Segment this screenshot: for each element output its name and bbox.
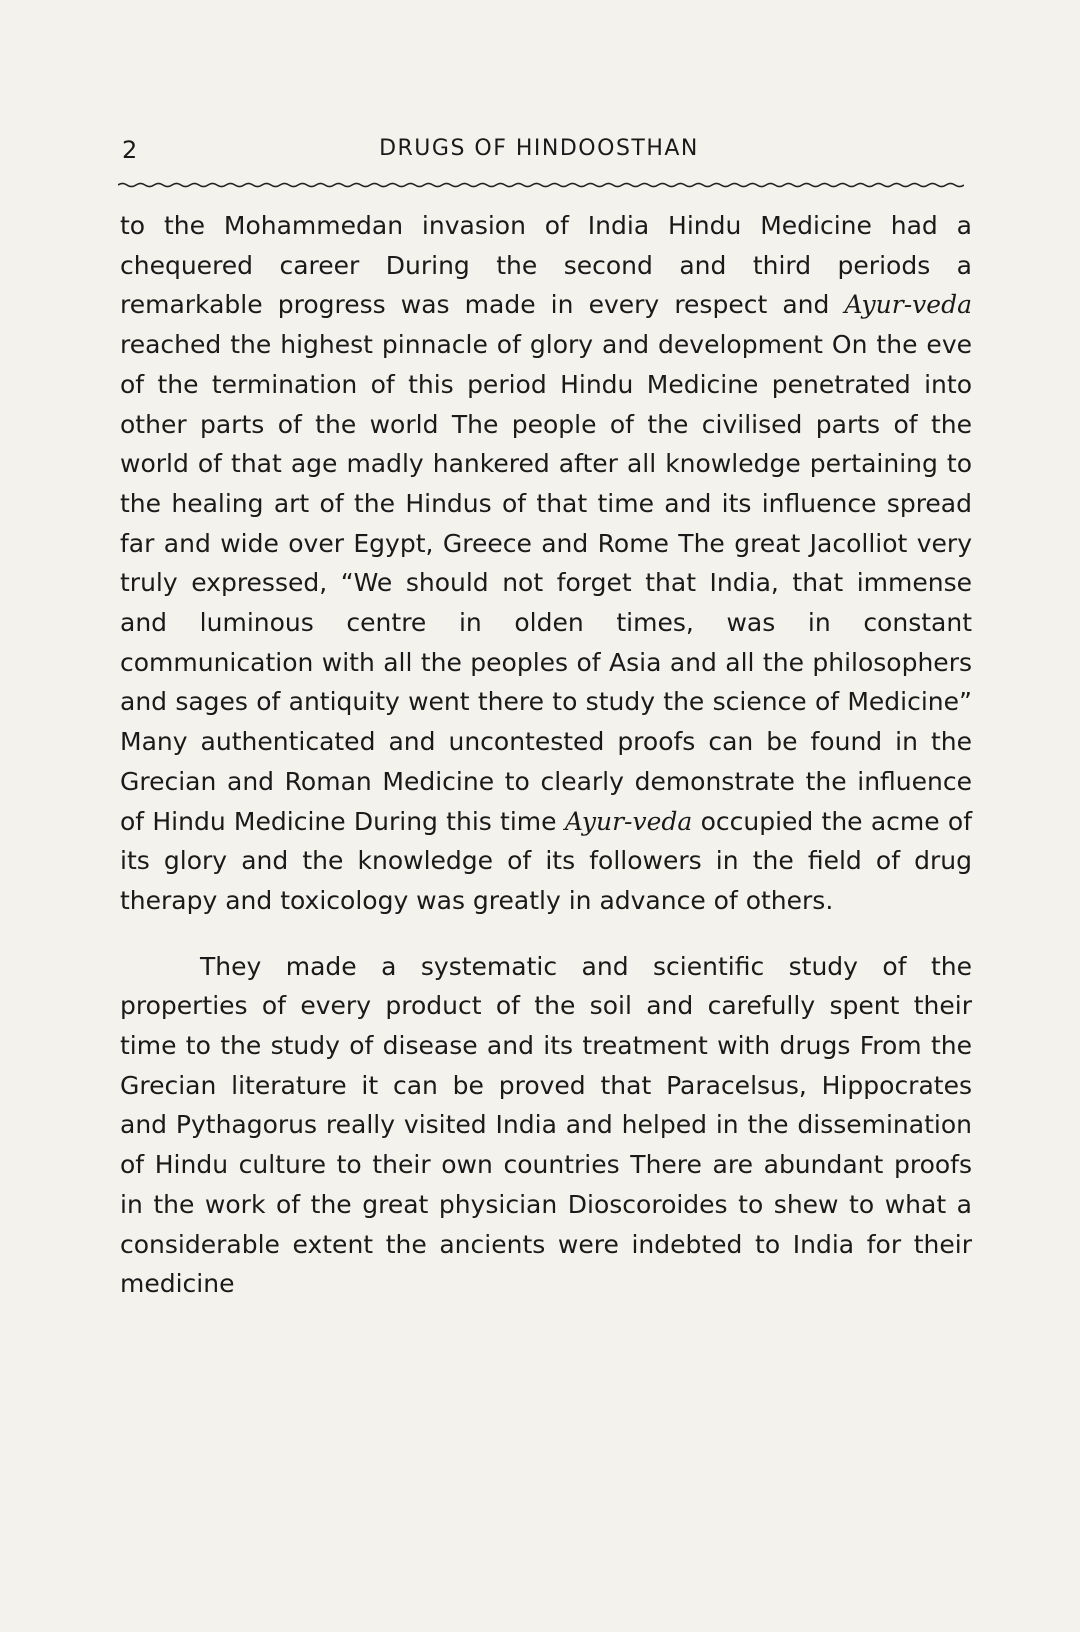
paragraph-1-part-1: to the Mohammedan invasion of India Hindu Medicine had a chequered career During the second and third periods a remarkable progress was made in every respect and	[120, 211, 972, 320]
wavy-rule	[118, 178, 964, 192]
body-text	[120, 206, 972, 1304]
page-number: 2	[122, 136, 139, 164]
page-header	[118, 136, 960, 172]
ayur-veda-term-2: Ayur-veda	[564, 806, 693, 836]
ayur-veda-term-1: Ayur-veda	[844, 290, 972, 320]
paragraph-1	[120, 206, 972, 921]
running-title: DRUGS OF HINDOOSTHAN	[379, 136, 699, 161]
paragraph-1-part-3: occupied the acme of its glory and the knowledge of its followers in the field of drug therapy and toxicology was greatly in advance of others.	[120, 806, 972, 915]
paragraph-1-part-2: reached the highest pinnacle of glory and development On the eve of the termination of this period Hindu Medicine penetrated into other parts of the world The people of the civilised parts of the world of that age madly hankered after all knowledge pertaining to the healing art of the Hindus of that time and its influence spread far and wide over Egypt, Greece and Rome The great Jacolliot very truly expressed, “We should not forget that India, that immense and luminous centre in olden times, was in constant communication with all the peoples of Asia and all the philosophers and sages of antiquity went there to study the science of Medicine” Many authenticated and uncontested proofs can be found in the Grecian and Roman Medicine to clearly demonstrate the influence of Hindu Medicine During this time	[120, 330, 972, 836]
paragraph-2: They made a systematic and scientific study of the properties of every product of the soil and carefully spent their time to the study of disease and its treatment with drugs From the Grecian literature it can be proved that Paracelsus, Hippocrates and Pythagorus really visited India and helped in the dissemination of Hindu culture to their own countries There are abundant proofs in the work of the great physician Dioscoroides to shew to what a considerable extent the ancients were indebted to India for their medicine	[120, 951, 972, 1299]
